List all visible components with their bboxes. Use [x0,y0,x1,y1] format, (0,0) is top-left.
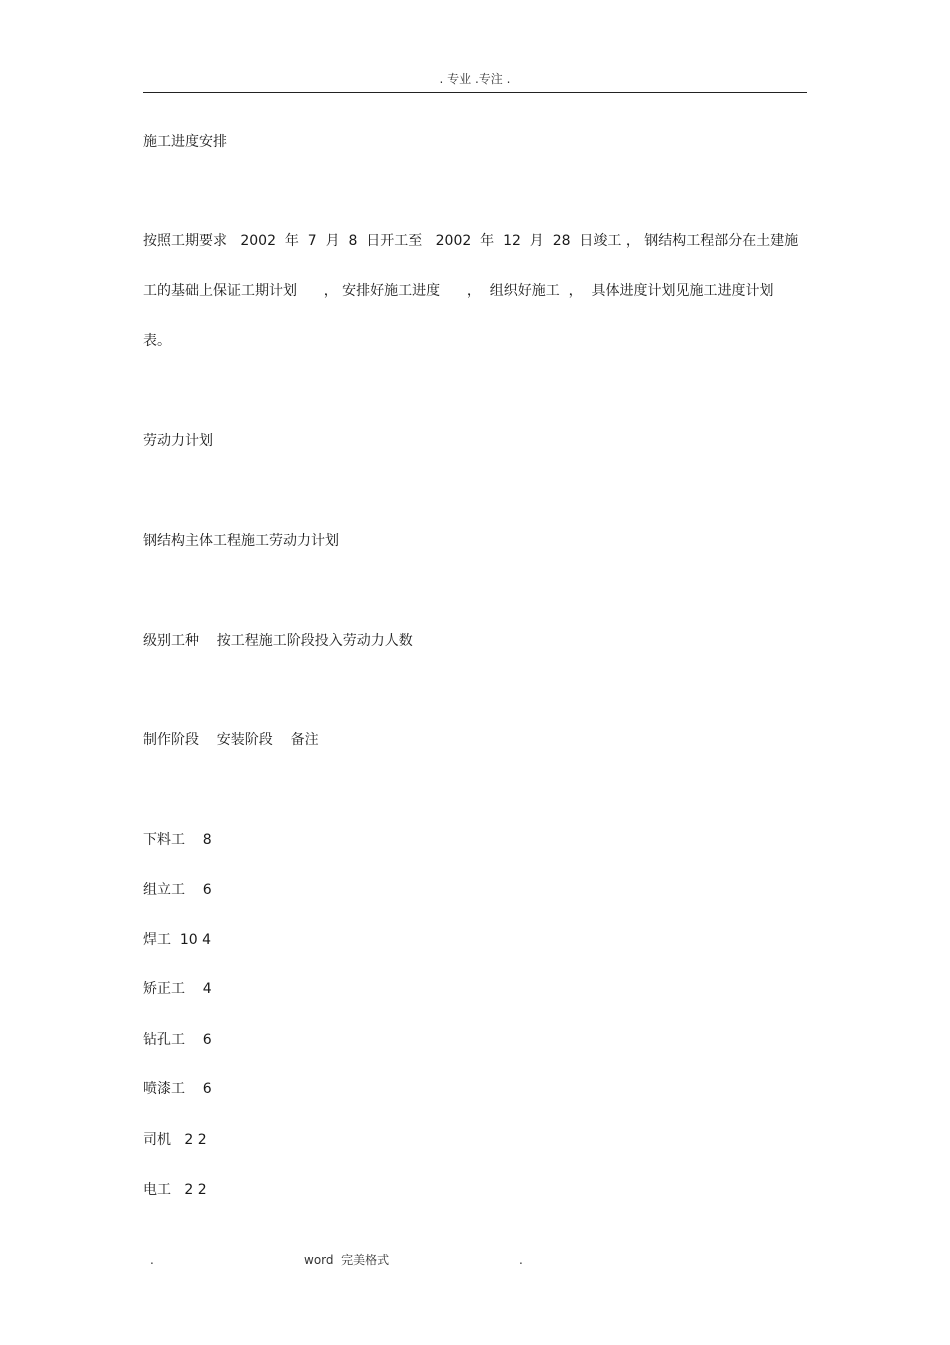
paragraph-line-1: 按照工期要求 2002 年 7 月 8 日开工至 2002 年 12 月 28 日竣工 ， 钢结构工程部分在土建施 [143,233,799,249]
footer-left-dot: . [150,1253,154,1267]
table-row: 钻孔工 6 [143,1032,212,1048]
table-row: 司机 2 2 [143,1132,207,1148]
table-row: 矫正工 4 [143,981,212,997]
table-row: 电工 2 2 [143,1182,207,1198]
paragraph-line-2: 工的基础上保证工期计划 ， 安排好施工进度 ， 组织好施工 ， 具体进度计划见施工进度计划 [143,283,774,299]
table-row: 喷漆工 6 [143,1081,212,1097]
table-header-row-1: 级别工种 按工程施工阶段投入劳动力人数 [143,633,413,649]
section-heading-schedule: 施工进度安排 [143,134,227,150]
section-heading-labor: 劳动力计划 [143,433,213,449]
footer-right-dot: . [519,1253,523,1267]
table-row: 组立工 6 [143,882,212,898]
footer-label: word 完美格式 [304,1253,390,1267]
table-title: 钢结构主体工程施工劳动力计划 [143,533,339,549]
table-row: 下料工 8 [143,832,212,848]
paragraph-line-3: 表。 [143,333,171,349]
page-header: . 专业 .专注 . [143,70,807,93]
table-row: 焊工 10 4 [143,932,212,948]
table-header-row-2: 制作阶段 安装阶段 备注 [143,732,319,748]
